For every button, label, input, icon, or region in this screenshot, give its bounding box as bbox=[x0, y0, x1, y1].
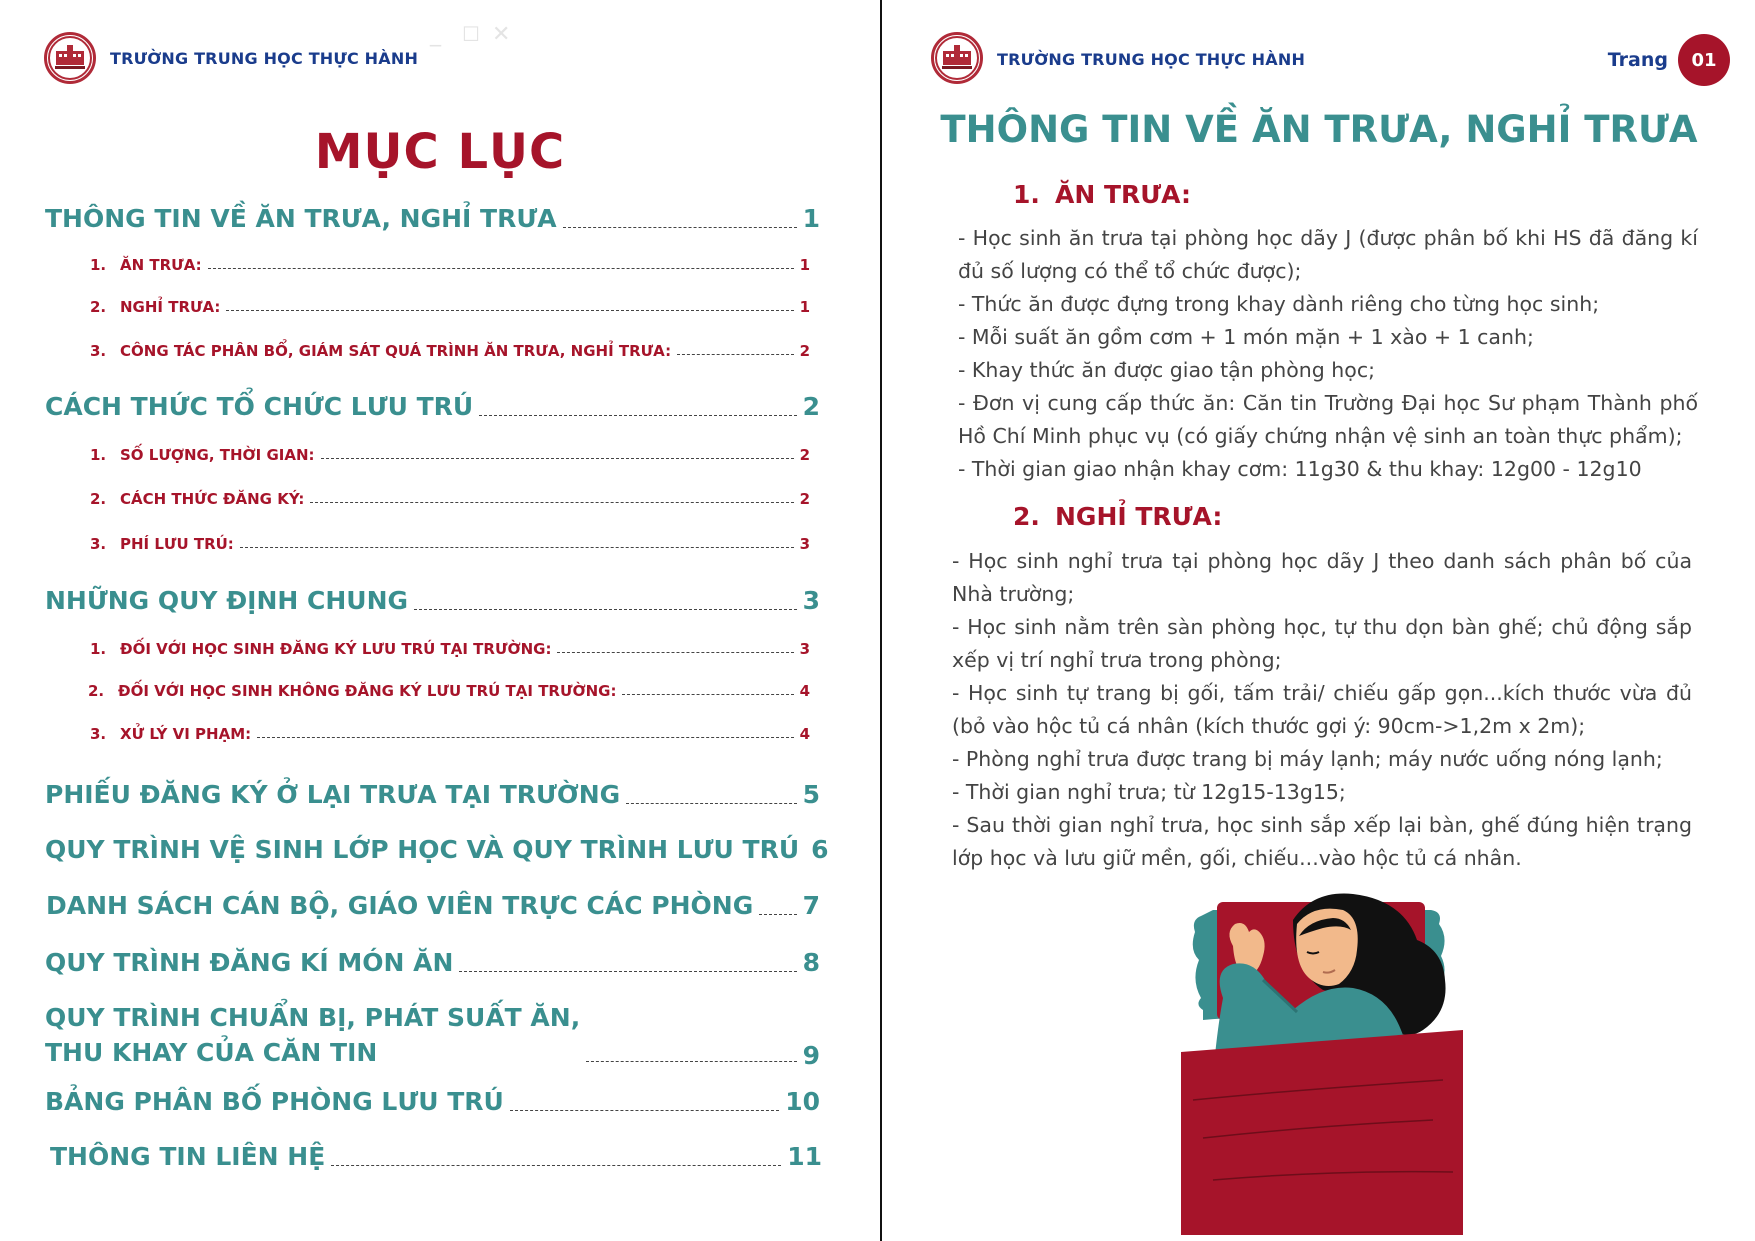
toc-page: 11 bbox=[787, 1142, 822, 1171]
leader-dots bbox=[208, 267, 794, 269]
leader-dots bbox=[226, 309, 793, 311]
toc-sub-entry[interactable] bbox=[90, 725, 810, 743]
toc-num: 3. bbox=[90, 725, 107, 743]
toc-label: PHÍ LƯU TRÚ: bbox=[120, 535, 234, 553]
page-number-tag bbox=[1608, 34, 1730, 86]
school-logo bbox=[931, 32, 983, 84]
toc-page: 10 bbox=[785, 1087, 820, 1116]
toc-page: 3 bbox=[802, 586, 820, 615]
section-body-rest bbox=[952, 545, 1692, 875]
paragraph: - Thức ăn được đựng trong khay dành riêng cho từng học sinh; bbox=[958, 292, 1600, 316]
page-title: THÔNG TIN VỀ ĂN TRƯA, NGHỈ TRƯA bbox=[940, 108, 1698, 151]
paragraph: - Đơn vị cung cấp thức ăn: Căn tin Trường Đại học Sư phạm Thành phố Hồ Chí Minh phục vụ (có giấy chứng nhận vệ sinh an toàn thực phẩm); bbox=[958, 391, 1698, 448]
toc-sub-entry[interactable] bbox=[90, 535, 810, 553]
toc-label: NGHỈ TRƯA: bbox=[120, 298, 221, 316]
toc-entry-2[interactable] bbox=[45, 392, 820, 421]
toc-entry-3[interactable] bbox=[45, 586, 820, 615]
leader-dots bbox=[414, 608, 797, 610]
maximize-icon[interactable]: ☐ bbox=[462, 22, 480, 46]
toc-num: 3. bbox=[90, 342, 107, 360]
close-icon[interactable]: ✕ bbox=[492, 22, 511, 47]
toc-page: 2 bbox=[799, 342, 810, 360]
section-title: ĂN TRƯA: bbox=[1055, 180, 1191, 209]
toc-sub-entry[interactable] bbox=[90, 342, 810, 360]
toc-entry-8[interactable] bbox=[45, 1000, 820, 1070]
toc-label: CÁCH THỨC TỔ CHỨC LƯU TRÚ bbox=[45, 392, 474, 421]
toc-page: 4 bbox=[799, 682, 810, 700]
leader-dots bbox=[479, 414, 796, 416]
leader-dots bbox=[563, 226, 797, 228]
leader-dots bbox=[257, 736, 793, 738]
school-name: TRƯỜNG TRUNG HỌC THỰC HÀNH bbox=[110, 49, 419, 68]
toc-label: XỬ LÝ VI PHẠM: bbox=[120, 725, 252, 743]
paragraph: - Mỗi suất ăn gồm cơm + 1 món mặn + 1 xào + 1 canh; bbox=[958, 325, 1534, 349]
toc-entry-4[interactable] bbox=[45, 780, 820, 809]
toc-label-line2: THU KHAY CỦA CĂN TIN bbox=[45, 1038, 378, 1067]
toc-page: 8 bbox=[802, 948, 820, 977]
toc-num: 2. bbox=[88, 682, 105, 700]
leader-dots bbox=[557, 651, 793, 653]
toc-page: 3 bbox=[799, 535, 810, 553]
toc-label: QUY TRÌNH ĐĂNG KÍ MÓN ĂN bbox=[45, 948, 454, 977]
toc-page: 1 bbox=[799, 256, 810, 274]
toc-label: THÔNG TIN VỀ ĂN TRƯA, NGHỈ TRƯA bbox=[45, 204, 557, 233]
paragraph: - Thời gian giao nhận khay cơm: 11g30 & thu khay: 12g00 - 12g10 bbox=[958, 457, 1642, 481]
minimize-icon[interactable]: _ bbox=[430, 22, 441, 47]
toc-label: NHỮNG QUY ĐỊNH CHUNG bbox=[45, 586, 409, 615]
paragraph: - Thời gian nghỉ trưa; từ 12g15-13g15; bbox=[952, 780, 1346, 804]
paragraph: - Học sinh nghỉ trưa tại phòng học dãy J theo danh sách phân bố của Nhà trường; bbox=[952, 549, 1692, 606]
leader-dots bbox=[759, 913, 796, 915]
sleeping-girl-illustration bbox=[1173, 880, 1473, 1239]
toc-label: THÔNG TIN LIÊN HỆ bbox=[50, 1142, 326, 1171]
paragraph: - Khay thức ăn được giao tận phòng học; bbox=[958, 358, 1375, 382]
leader-dots bbox=[510, 1109, 779, 1111]
leader-dots bbox=[240, 546, 794, 548]
school-logo bbox=[44, 32, 96, 84]
leader-dots bbox=[459, 970, 796, 972]
toc-entry-7[interactable] bbox=[45, 948, 820, 977]
toc-entry-10[interactable] bbox=[50, 1142, 822, 1171]
section-heading-lunch bbox=[1013, 180, 1191, 209]
toc-num: 1. bbox=[90, 446, 107, 464]
toc-page: 1 bbox=[802, 204, 820, 233]
toc-entry-9[interactable] bbox=[45, 1087, 820, 1116]
toc-entry-6[interactable] bbox=[46, 891, 820, 920]
toc-page: 3 bbox=[799, 640, 810, 658]
toc-label: ĂN TRƯA: bbox=[120, 256, 202, 274]
toc-page: 4 bbox=[799, 725, 810, 743]
paragraph: - Học sinh tự trang bị gối, tấm trải/ chiếu gấp gọn...kích thước vừa đủ (bỏ vào hộc tủ cá nhân (kích thước gợi ý: 90cm->1,2m x 2m); bbox=[952, 681, 1692, 738]
toc-entry-1[interactable] bbox=[45, 204, 820, 233]
toc-title: MỤC LỤC bbox=[314, 124, 566, 180]
toc-sub-entry[interactable] bbox=[90, 298, 810, 316]
page-divider bbox=[880, 0, 882, 1241]
leader-dots bbox=[321, 457, 794, 459]
leader-dots bbox=[310, 501, 793, 503]
toc-sub-entry[interactable] bbox=[90, 256, 810, 274]
leader-dots bbox=[586, 1060, 796, 1062]
toc-label bbox=[45, 1000, 580, 1070]
leader-dots bbox=[331, 1164, 781, 1166]
leader-dots bbox=[626, 802, 796, 804]
toc-num: 3. bbox=[90, 535, 107, 553]
toc-page: 9 bbox=[802, 1041, 820, 1070]
toc-page: 2 bbox=[799, 490, 810, 508]
toc-entry-5[interactable] bbox=[45, 835, 829, 864]
toc-sub-entry[interactable] bbox=[88, 682, 810, 700]
toc-page: 2 bbox=[802, 392, 820, 421]
toc-num: 2. bbox=[90, 298, 107, 316]
toc-num: 2. bbox=[90, 490, 107, 508]
toc-label: CÔNG TÁC PHÂN BỔ, GIÁM SÁT QUÁ TRÌNH ĂN TRƯA, NGHỈ TRƯA: bbox=[120, 342, 672, 360]
toc-num: 1. bbox=[90, 640, 107, 658]
toc-page: 5 bbox=[802, 780, 820, 809]
school-name: TRƯỜNG TRUNG HỌC THỰC HÀNH bbox=[997, 50, 1306, 69]
page-word: Trang bbox=[1607, 49, 1668, 71]
toc-label: SỐ LƯỢNG, THỜI GIAN: bbox=[120, 446, 315, 464]
toc-page: 2 bbox=[799, 446, 810, 464]
toc-label: CÁCH THỨC ĐĂNG KÝ: bbox=[120, 490, 305, 508]
section-body-lunch bbox=[958, 222, 1698, 486]
toc-page: 1 bbox=[799, 298, 810, 316]
section-num: 1. bbox=[1013, 180, 1040, 209]
leader-dots bbox=[622, 693, 793, 695]
toc-label: DANH SÁCH CÁN BỘ, GIÁO VIÊN TRỰC CÁC PHÒNG bbox=[46, 891, 754, 920]
toc-label: ĐỐI VỚI HỌC SINH ĐĂNG KÝ LƯU TRÚ TẠI TRƯỜNG: bbox=[120, 640, 552, 658]
paragraph: - Phòng nghỉ trưa được trang bị máy lạnh; máy nước uống nóng lạnh; bbox=[952, 747, 1663, 771]
toc-num: 1. bbox=[90, 256, 107, 274]
toc-page: 6 bbox=[811, 835, 829, 864]
toc-sub-entry[interactable] bbox=[90, 640, 810, 658]
paragraph: - Học sinh nằm trên sàn phòng học, tự thu dọn bàn ghế; chủ động sắp xếp vị trí nghỉ trưa trong phòng; bbox=[952, 615, 1692, 672]
toc-sub-entry[interactable] bbox=[90, 446, 810, 464]
toc-sub-entry[interactable] bbox=[90, 490, 810, 508]
paragraph: - Học sinh ăn trưa tại phòng học dãy J (được phân bố khi HS đã đăng kí đủ số lượng có thể tổ chức được); bbox=[958, 226, 1698, 283]
toc-label: ĐỐI VỚI HỌC SINH KHÔNG ĐĂNG KÝ LƯU TRÚ TẠI TRƯỜNG: bbox=[118, 682, 617, 700]
right-page bbox=[883, 0, 1755, 1241]
paragraph: - Sau thời gian nghỉ trưa, học sinh sắp xếp lại bàn, ghế đúng hiện trạng lớp học và lưu giữ mền, gối, chiếu...vào hộc tủ cá nhân. bbox=[952, 813, 1692, 870]
section-num: 2. bbox=[1013, 502, 1040, 531]
page-number-badge: 01 bbox=[1678, 34, 1730, 86]
toc-page: 7 bbox=[802, 891, 820, 920]
toc-label: PHIẾU ĐĂNG KÝ Ở LẠI TRƯA TẠI TRƯỜNG bbox=[45, 780, 621, 809]
toc-label: BẢNG PHÂN BỐ PHÒNG LƯU TRÚ bbox=[45, 1087, 504, 1116]
toc-label: QUY TRÌNH VỆ SINH LỚP HỌC VÀ QUY TRÌNH LƯU TRÚ bbox=[45, 835, 800, 864]
section-heading-rest bbox=[1013, 502, 1222, 531]
leader-dots bbox=[677, 353, 793, 355]
toc-label-line1: QUY TRÌNH CHUẨN BỊ, PHÁT SUẤT ĂN, bbox=[45, 1003, 581, 1032]
section-title: NGHỈ TRƯA: bbox=[1055, 502, 1223, 531]
